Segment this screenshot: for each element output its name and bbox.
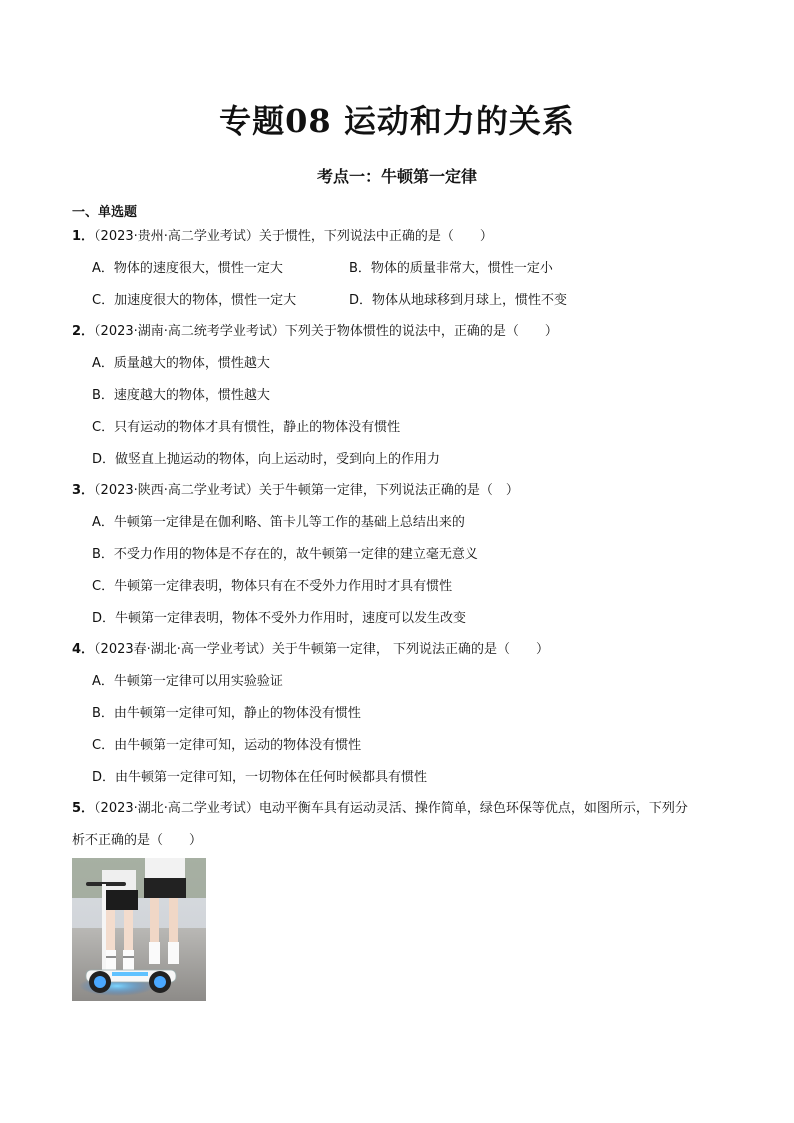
option-2c: C．只有运动的物体才具有惯性，静止的物体没有惯性	[92, 420, 401, 435]
option-1b: B．物体的质量非常大，惯性一定小	[349, 261, 553, 276]
question-stem: 电动平衡车具有运动灵活、操作简单，绿色环保等优点，如图所示，下列分	[258, 801, 688, 816]
question-source: （2023春·湖北·高一学业考试）	[94, 642, 272, 657]
option-4d: D．由牛顿第一定律可知，一切物体在任何时候都具有惯性	[92, 770, 428, 785]
question-source: （2023·湖南·高二统考学业考试）	[94, 324, 285, 339]
option-3c: C．牛顿第一定律表明，物体只有在不受外力作用时才具有惯性	[92, 579, 453, 594]
option-4a: A．牛顿第一定律可以用实验验证	[92, 674, 283, 689]
option-4b: B．由牛顿第一定律可知，静止的物体没有惯性	[92, 706, 361, 721]
question-3	[72, 482, 519, 500]
question-number: 1．	[72, 229, 95, 244]
question-number: 5．	[72, 801, 95, 816]
question-source: （2023·湖北·高二学业考试）	[94, 801, 259, 816]
section-heading: 一、单选题	[72, 205, 138, 220]
option-3d: D．牛顿第一定律表明，物体不受外力作用时，速度可以发生改变	[92, 611, 467, 626]
question-1	[72, 228, 493, 246]
option-2b: B．速度越大的物体，惯性越大	[92, 388, 270, 403]
page-title: 专题08 运动和力的关系	[219, 102, 575, 140]
option-1c: C．加速度很大的物体，惯性一定大	[92, 293, 297, 308]
question-5	[72, 800, 688, 818]
balance-scooter-photo	[72, 858, 206, 1001]
question-4	[72, 641, 549, 659]
question-5-continued: 析不正确的是（ ）	[72, 833, 203, 848]
question-stem: 关于惯性，下列说法中正确的是（ ）	[258, 229, 493, 244]
question-2	[72, 323, 558, 341]
question-stem: 关于牛顿第一定律，下列说法正确的是（ ）	[258, 483, 519, 498]
option-1a: A．物体的速度很大，惯性一定大	[92, 261, 283, 276]
section-subtitle: 考点一：牛顿第一定律	[316, 167, 477, 186]
option-3b: B．不受力作用的物体是不存在的，故牛顿第一定律的建立毫无意义	[92, 547, 478, 562]
option-3a: A．牛顿第一定律是在伽利略、笛卡儿等工作的基础上总结出来的	[92, 515, 465, 530]
question-source: （2023·贵州·高二学业考试）	[94, 229, 259, 244]
question-number: 2．	[72, 324, 95, 339]
question-number: 4．	[72, 642, 95, 657]
option-1d: D．物体从地球移到月球上，惯性不变	[349, 293, 568, 308]
option-2a: A．质量越大的物体，惯性越大	[92, 356, 270, 371]
option-4c: C．由牛顿第一定律可知，运动的物体没有惯性	[92, 738, 362, 753]
question-number: 3．	[72, 483, 95, 498]
question-stem: 关于牛顿第一定律， 下列说法正确的是（ ）	[271, 642, 550, 657]
question-source: （2023·陕西·高二学业考试）	[94, 483, 259, 498]
option-2d: D．做竖直上抛运动的物体，向上运动时，受到向上的作用力	[92, 452, 441, 467]
question-stem: 下列关于物体惯性的说法中，正确的是（ ）	[284, 324, 558, 339]
